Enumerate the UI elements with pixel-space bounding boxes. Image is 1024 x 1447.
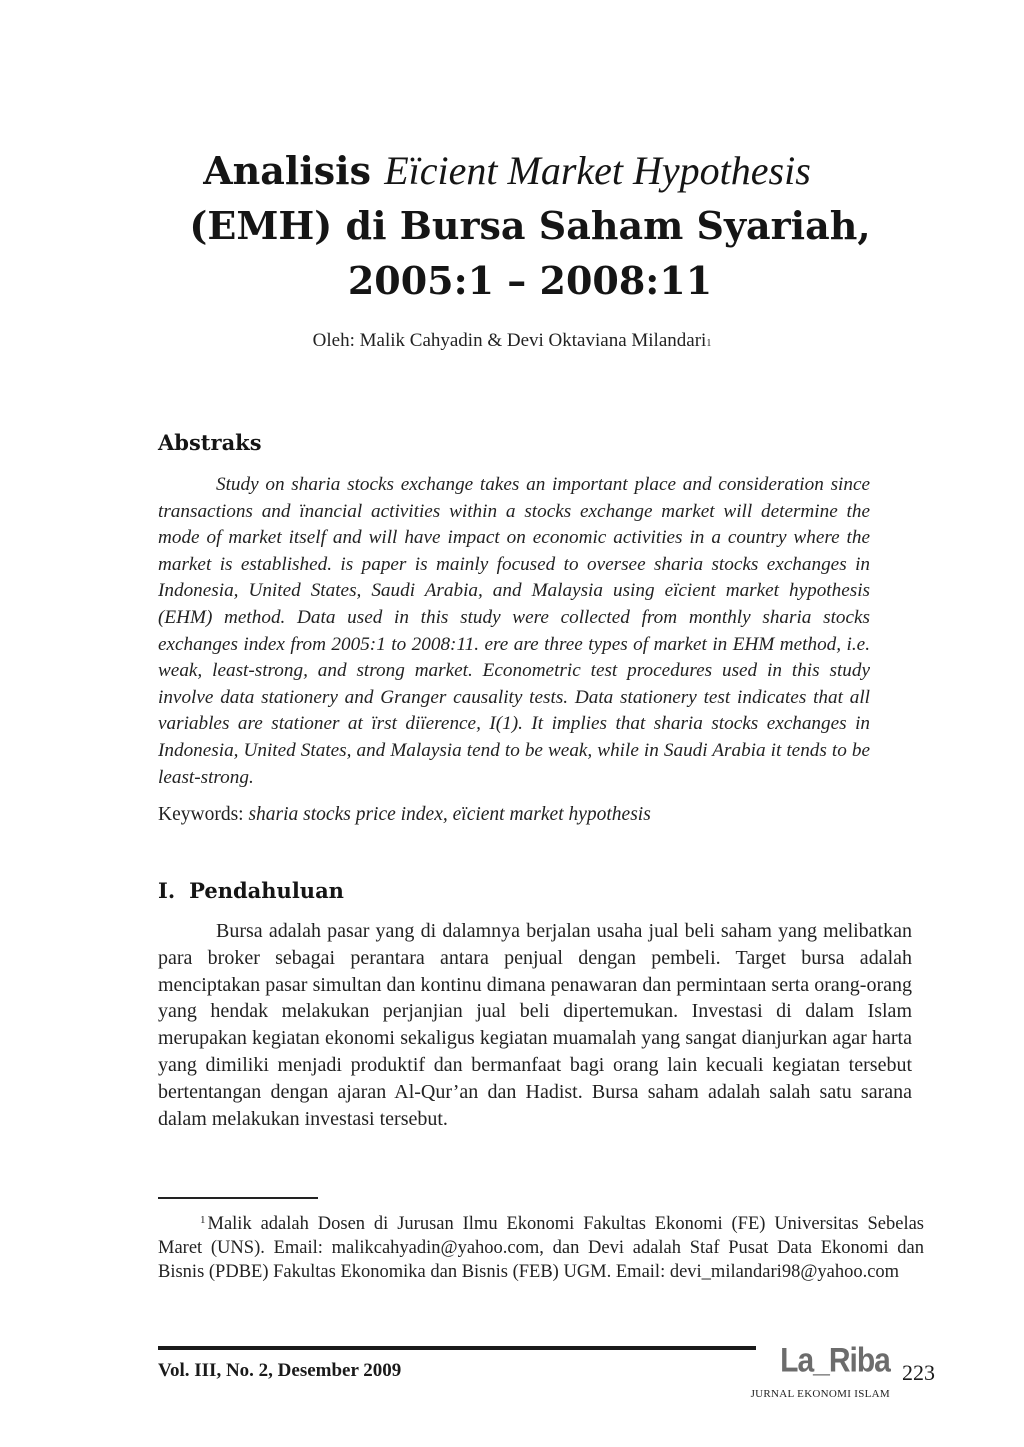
section-number: I.	[158, 878, 176, 903]
section-title: Pendahuluan	[189, 878, 344, 903]
paper-title-line-2: (EMH) di Bursa Saham Syariah,	[189, 203, 871, 248]
author-line	[0, 330, 1024, 352]
keywords-line	[158, 804, 870, 826]
footnote-divider	[158, 1197, 318, 1199]
page-number: 223	[902, 1360, 935, 1385]
author-footnote-ref: 1	[706, 338, 712, 349]
footnote	[158, 1208, 924, 1284]
keywords-value: sharia stocks price index, eïcient market hypothesis	[248, 804, 651, 825]
abstract-body: Study on sharia stocks exchange takes an important place and consideration since transactions and ïnancial activities within a stocks exchange market will determine the mode of market itself and will have impact on economic activities in a country where the market is established. is paper is mainly focused to oversee sharia stocks exchanges in Indonesia, United States, Saudi Arabia, and Malaysia using eïcient market hypothesis (EHM) method. Data used in this study were collected from monthly sharia stocks exchanges index from 2005:1 to 2008:11. ere are three types of market in EHM method, i.e. weak, least-strong, and strong market. Econometric test procedures used in this study involve data stationery and Granger causality tests. Data stationery test indicates that all variables are stationer at ïrst diïerence, I(1). It implies that sharia stocks exchanges in Indonesia, United States, and Malaysia tend to be weak, while in Saudi Arabia it tends to be least-strong.	[158, 474, 870, 788]
title-bold-word: Analisis	[203, 148, 372, 193]
footer-divider	[158, 1346, 756, 1350]
journal-subtitle: JURNAL EKONOMI ISLAM	[750, 1388, 890, 1400]
paper-title-line-1	[0, 148, 1019, 194]
title-italic-phrase: Eïcient Market Hypothesis	[384, 148, 811, 193]
section-heading-pendahuluan	[158, 878, 344, 903]
paper-title-line-3: 2005:1 – 2008:11	[347, 258, 713, 303]
journal-logo: La_Riba	[780, 1341, 890, 1380]
footnote-mark: 1	[200, 1214, 206, 1226]
abstract-heading: Abstraks	[158, 430, 262, 455]
volume-info: Vol. III, No. 2, Desember 2009	[158, 1360, 402, 1381]
keywords-label: Keywords:	[158, 804, 244, 825]
section-body-paragraph: Bursa adalah pasar yang di dalamnya berjalan usaha jual beli saham yang melibatkan para broker sebagai perantara antara penjual dengan pembeli. Target bursa adalah menciptakan pasar simultan dan kontinu dimana penawaran dan permintaan serta orang-orang yang hendak melakukan perjanjian jual beli dipertemukan. Investasi di dalam Islam merupakan kegiatan ekonomi sekaligus kegiatan muamalah yang sangat dianjurkan agar harta yang dimiliki menjadi produktif dan bermanfaat bagi orang lain kecuali kegiatan tersebut bertentangan dengan ajaran Al-Qur’an dan Hadist. Bursa saham adalah salah satu sarana dalam melakukan investasi tersebut.	[158, 920, 912, 1130]
author-names: Oleh: Malik Cahyadin & Devi Oktaviana Milandari	[312, 330, 707, 351]
footnote-text: Malik adalah Dosen di Jurusan Ilmu Ekonomi Fakultas Ekonomi (FE) Universitas Sebelas Maret (UNS). Email: malikcahyadin@yahoo.com, dan Devi adalah Staf Pusat Data Ekonomi dan Bisnis (PDBE) Fakultas Ekonomika dan Bisnis (FEB) UGM. Email: devi_milandari98@yahoo.com	[158, 1214, 924, 1282]
